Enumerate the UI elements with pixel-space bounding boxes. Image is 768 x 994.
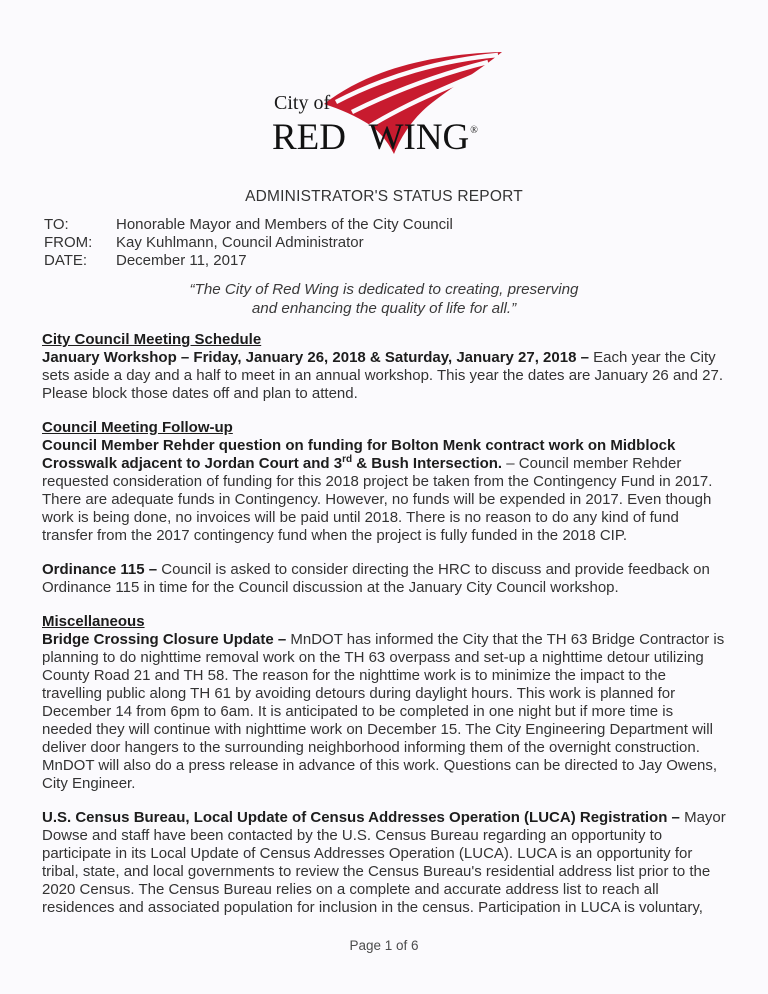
paragraph-lead-text: & Bush Intersection. [352,455,507,472]
logo-city-of-text: City of [274,92,331,114]
memo-field-label: DATE: [44,252,88,269]
paragraph-ordinance-115 [42,561,726,597]
logo-wordmark [272,112,478,157]
paragraph-lead: January Workshop – Friday, January 26, 2018 & Saturday, January 27, 2018 – [42,349,594,366]
paragraph-body: Each year the City sets aside a day and a half to meet in an annual workshop. This year the dates are January 26 and 27. Please block those dates off and plan to attend. [42,349,723,402]
memo-field-date [44,252,726,270]
memo-field-value: Kay Kuhlmann, Council Administrator [116,234,364,251]
section-heading-follow-up: Council Meeting Follow-up [42,419,233,436]
logo-red-wing-text: RED WING [272,117,470,158]
registered-trademark-icon: ® [470,125,478,136]
paragraph-lead: Bridge Crossing Closure Update – [42,631,291,648]
paragraph-lead: Ordinance 115 – [42,561,162,578]
paragraph-lead-text: Council Member Rehder question on funding for Bolton Menk contract work on Midblock Crosswalk adjacent to Jordan Court and 3 [42,437,676,472]
paragraph-body: Mayor Dowse and staff have been contacted by the U.S. Census Bureau regarding an opportunity to participate in its Local Update of Census Addresses Operation (LUCA). LUCA is an opportunity for tribal, state, and local governments to review the Census Bureau's residential address list prior to the 2020 Census. The Census Bureau relies on a complete and accurate address list to reach all residences and associated population for inclusion in the census. Participation in LUCA is voluntary, [42,809,726,916]
report-title: ADMINISTRATOR'S STATUS REPORT [245,188,523,205]
memo-field-label: TO: [44,216,69,233]
memo-header [42,216,726,270]
paragraph-rehder-question [42,437,726,545]
paragraph-lead: U.S. Census Bureau, Local Update of Census Addresses Operation (LUCA) Registration – [42,809,685,826]
section-heading-miscellaneous: Miscellaneous [42,613,145,630]
memo-field-value: December 11, 2017 [116,252,247,269]
section-city-council-meeting-schedule [42,331,726,403]
memo-field-value: Honorable Mayor and Members of the City Council [116,216,453,233]
memo-field-to [44,216,726,234]
memo-field-from [44,234,726,252]
paragraph-body: – Council member Rehder requested consideration of funding for this 2018 project be taken from the Contingency Fund in 2017. There are adequate funds in Contingency. However, no funds will be expended in 2017. Even though work is being done, no invoices will be paid until 2018. There is no reason to do any kind of fund transfer from the 2017 contingency fund when the project is fully funded in the 2018 CIP. [42,455,713,544]
mission-statement-quote [42,281,726,318]
section-heading-meeting-schedule: City Council Meeting Schedule [42,331,262,348]
section-miscellaneous [42,613,726,917]
quote-line-1: “The City of Red Wing is dedicated to creating, preserving [189,281,579,298]
paragraph-body: Council is asked to consider directing the HRC to discuss and provide feedback on Ordinance 115 in time for the Council discussion at the January City Council workshop. [42,561,710,596]
paragraph-bridge-crossing-closure [42,631,726,793]
page-number: Page 1 of 6 [349,938,419,953]
red-wing-logo [272,50,504,162]
memo-field-label: FROM: [44,234,93,251]
paragraph-january-workshop [42,349,726,403]
section-council-meeting-follow-up [42,419,726,597]
ordinal-superscript: rd [342,454,353,465]
paragraph-body: MnDOT has informed the City that the TH 63 Bridge Contractor is planning to do nighttime removal work on the TH 63 overpass and set-up a nighttime detour utilizing County Road 21 and TH 58. The reason for the nighttime work is to minimize the impact to the travelling public along TH 61 by avoiding detours during daylight hours. This work is planned for December 14 from 6pm to 6am. It is anticipated to be completed in one night but if more time is needed they will continue with nighttime work on December 15. The City Engineering Department will deliver door hangers to the surrounding neighborhood informing them of the overnight construction. MnDOT will also do a press release in advance of this work. Questions can be directed to Jay Owens, City Engineer. [42,631,725,792]
paragraph-census-luca [42,809,726,917]
quote-line-2: and enhancing the quality of life for all.” [251,299,517,317]
